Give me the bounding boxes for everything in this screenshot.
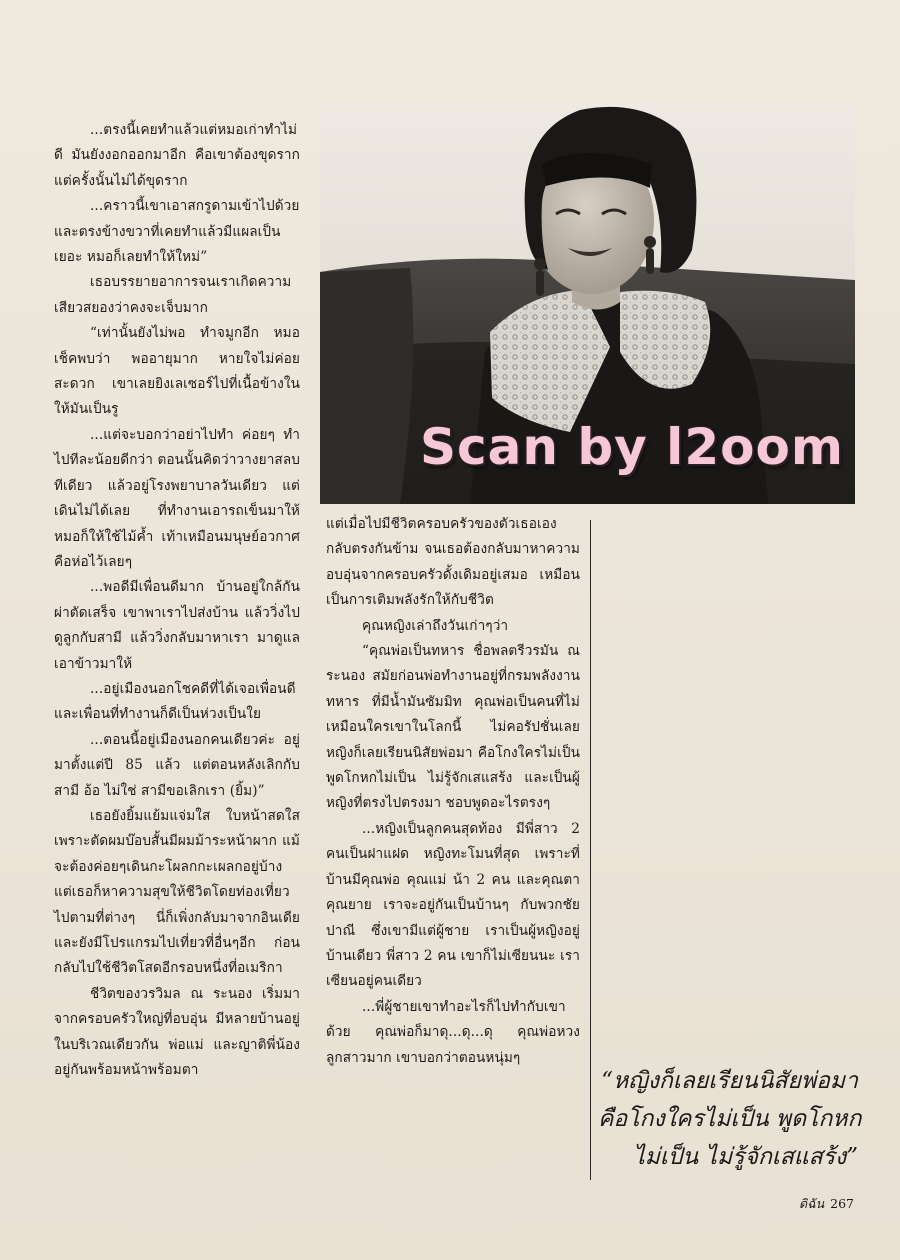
pull-quote-line: ไม่เป็น ไม่รู้จักเสแสร้ง” [633,1144,858,1170]
paragraph: “เท่านั้นยังไม่พอ ทำจมูกอีก หมอเช็คพบว่า พออายุมาก หายใจไม่ค่อยสะดวก เขาเลยยิงเลเซอร์ไปที่เนื้อข้างใน ให้มันเป็นรู [54,325,300,418]
paragraph: คุณหญิงเล่าถึงวันเก่าๆว่า [362,617,509,634]
paragraph: “คุณพ่อเป็นทหาร ชื่อพลตรีวรมัน ณ ระนอง สมัยก่อนพ่อทำงานอยู่ที่กรมพลังงานทหาร ที่มีน้ำมันซัมมิท คุณพ่อเป็นคนที่ไม่เหมือนใครเขาในโลกนี้ ไม่คอรัปชั่นเลย หญิงก็เลยเรียนนิสัยพ่อมา คือโกงใครไม่เป็น พูดโกหกไม่เป็น ไม่รู้จักเสแสร้ง และเป็นผู้หญิงที่ตรงไปตรงมา ชอบพูดอะไรตรงๆ [326,643,580,812]
paragraph: ...พอดีมีเพื่อนดีมาก บ้านอยู่ใกล้กัน ผ่าตัดเสร็จ เขาพาเราไปส่งบ้าน แล้ววิ่งไปดูลูกกับสามี แล้ววิ่งกลับมาหาเรา มาดูแล เอาข้าวมาให้ [54,579,300,672]
scan-watermark: Scan by l2oom [420,418,844,476]
paragraph: ...หญิงเป็นลูกคนสุดท้อง มีพี่สาว 2 คนเป็นฝาแฝด หญิงทะโมนที่สุด เพราะที่บ้านมีคุณพ่อ คุณแม่ น้า 2 คน และคุณตาคุณยาย เราจะอยู่กันเป็นบ้านๆ กับพวกชัยปาณี ซึ่งเขามีแต่ผู้ชาย เราเป็นผู้หญิงอยู่บ้านเดียว พี่สาว 2 คน เขาก็ไม่เซียนนะ เราเซียนอยู่คนเดียว [326,820,580,990]
pull-quote-line: “หญิงก็เลยเรียนนิสัยพ่อมา [601,1068,858,1094]
page-number: 267 [830,1196,854,1211]
paragraph: ...คราวนี้เขาเอาสกรูดามเข้าไปด้วย และตรงข้างขวาที่เคยทำแล้วมีแผลเป็นเยอะ หมอก็เลยทำให้ใหม่” [54,198,300,266]
pull-quote-line: คือโกงใครไม่เป็น พูดโกหก [598,1106,862,1132]
paragraph: ...แต่จะบอกว่าอย่าไปทำ ค่อยๆ ทำไปทีละน้อยดีกว่า ตอนนั้นคิดว่าวางยาสลบทีเดียว แล้วอยู่โรงพยาบาลวันเดียว แต่เดินไม่ได้เลย ที่ทำงานเอารถเข็นมาให้ หมอก็ให้ใช้ไม้ค้ำ เท้าเหมือนมนุษย์อวกาศ คือห่อไว้เลยๆ [54,426,300,570]
pull-quote [598,1062,862,1176]
paragraph: เธอยังยิ้มแย้มแจ่มใส ใบหน้าสดใสเพราะตัดผมบ๊อบสั้นมีผมม้าระหน้าผาก แม้จะต้องค่อยๆเดินกะโผลกกะเผลกอยู่บ้าง แต่เธอก็หาความสุขให้ชีวิตโดยท่องเที่ยวไปตามที่ต่างๆ นี่ก็เพิ่งกลับมาจากอินเดีย และยังมีโปรแกรมไปเที่ยวที่อื่นๆอีก ก่อนกลับไปใช้ชีวิตโสดอีกรอบหนึ่งที่อเมริกา [54,807,300,977]
paragraph: แต่เมื่อไปมีชีวิตครอบครัวของตัวเธอเอง กลับตรงกันข้าม จนเธอต้องกลับมาหาความอบอุ่นจากครอบครัวดั้งเดิมอยู่เสมอ เหมือนเป็นการเติมพลังรักให้กับชีวิต [326,516,580,609]
paragraph: เธอบรรยายอาการจนเราเกิดความเสียวสยองว่าคงจะเจ็บมาก [54,274,292,316]
left-text-column [54,118,300,1083]
magazine-name: ดิฉัน [798,1196,825,1211]
page-footer [799,1194,854,1214]
column-divider [590,520,591,1180]
paragraph: ...ตรงนี้เคยทำแล้วแต่หมอเก่าทำไม่ดี มันยังงอกออกมาอีก คือเขาต้องขุดราก แต่ครั้งนั้นไม่ได้ขุดราก [54,122,300,189]
paragraph: ...พี่ผู้ชายเขาทำอะไรก็ไปทำกับเขาด้วย คุณพ่อก็มาดุ...ดุ...ดุ คุณพ่อหวงลูกสาวมาก เขาบอกว่าตอนหนุ่มๆ [326,998,580,1066]
paragraph: ...อยู่เมืองนอกโชคดีที่ได้เจอเพื่อนดี และเพื่อนที่ทำงานก็ดีเป็นห่วงเป็นใย [54,680,296,723]
paragraph: ชีวิตของวรวิมล ณ ระนอง เริ่มมาจากครอบครัวใหญ่ที่อบอุ่น มีหลายบ้านอยู่ในบริเวณเดียวกัน พ่อแม่ และญาติพี่น้องอยู่กันพร้อมหน้าพร้อมตา [54,985,300,1079]
paragraph: ...ตอนนี้อยู่เมืองนอกคนเดียวค่ะ อยู่มาตั้งแต่ปี 85 แล้ว แต่ตอนหลังเลิกกับสามี อ้อ ไม่ใช่ สามีขอเลิกเรา (ยิ้ม)” [54,731,300,799]
middle-text-column [326,512,580,1071]
